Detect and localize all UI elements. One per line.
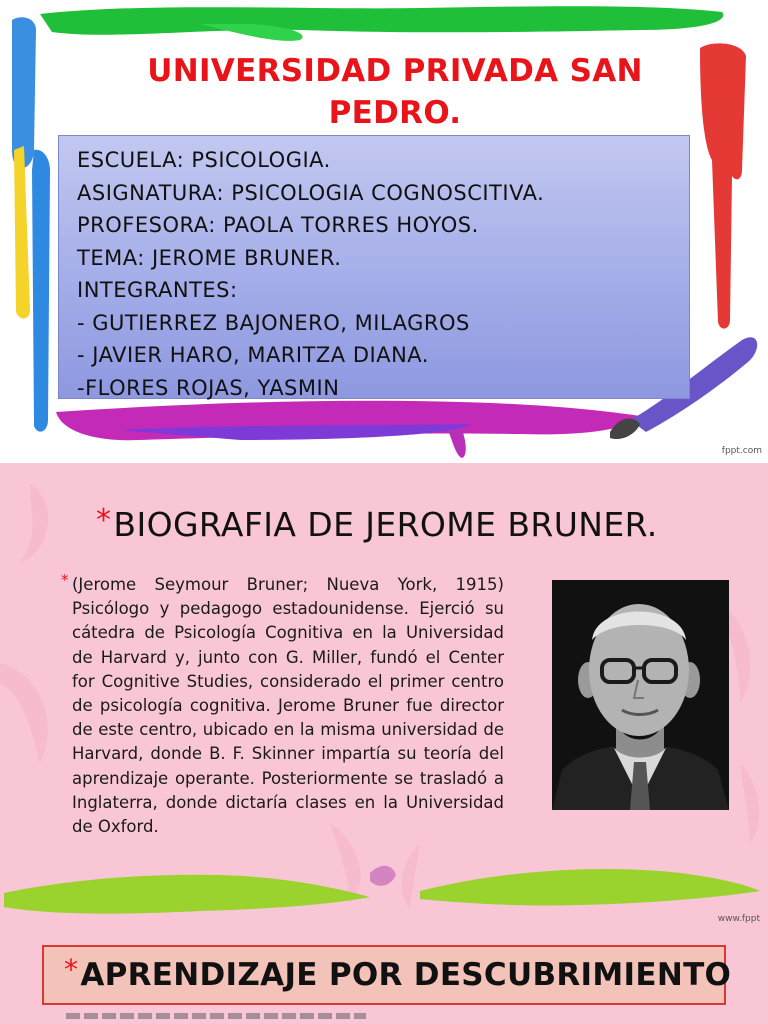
bullet-star-icon: * xyxy=(64,953,79,986)
watermark-fppt: fppt.com xyxy=(721,446,762,456)
biography-slide xyxy=(0,463,768,927)
info-line-topic: TEMA: JEROME BRUNER. xyxy=(77,245,342,270)
watermark-fppt: www.fppt xyxy=(717,914,760,924)
section-title-box xyxy=(42,945,732,1005)
title-slide xyxy=(0,0,768,463)
section-title xyxy=(64,953,731,993)
info-line-member-3: -FLORES ROJAS, YASMIN xyxy=(77,375,340,400)
info-line-member-2: - JAVIER HARO, MARITZA DIANA. xyxy=(77,343,429,367)
biography-title-text: BIOGRAFIA DE JEROME BRUNER. xyxy=(113,505,658,544)
bullet-star-icon: * xyxy=(61,571,69,589)
bullet-star-icon: * xyxy=(96,503,112,538)
info-line-members-heading: INTEGRANTES: xyxy=(77,278,238,302)
discovery-learning-slide xyxy=(0,927,768,1024)
biography-body-text: (Jerome Seymour Bruner; Nueva York, 1915) Psicólogo y pedagogo estadounidense. Ejerció su cátedra de Psicología Cognitiva en la Universidad de Harvard y, junto con G. Miller, fundó el Center for Cognitive Studies, considerado el primer centro de psicología cognitiva. Jerome Bruner fue director de este centro, ubicado en la misma universidad de Harvard, donde B. F. Skinner impartía su teoría del aprendizaje operante. Posteriormente se trasladó a Inglaterra, donde dictaría clases en la Universidad de Oxford. xyxy=(72,575,504,837)
portrait-illustration xyxy=(552,580,729,810)
portrait-photo xyxy=(552,580,729,810)
course-info-box xyxy=(58,135,690,399)
university-title: UNIVERSIDAD PRIVADA SAN PEDRO. xyxy=(147,53,643,131)
cropped-text-line xyxy=(66,1013,366,1019)
info-line-member-1: - GUTIERREZ BAJONERO, MILAGROS xyxy=(77,310,470,335)
info-line-school: ESCUELA: PSICOLOGIA. xyxy=(77,148,331,172)
info-line-subject: ASIGNATURA: PSICOLOGIA COGNOSCITIVA. xyxy=(77,180,545,205)
section-title-text: APRENDIZAJE POR DESCUBRIMIENTO xyxy=(80,957,732,993)
info-line-professor: PROFESORA: PAOLA TORRES HOYOS. xyxy=(77,213,479,237)
biography-title xyxy=(96,503,658,544)
